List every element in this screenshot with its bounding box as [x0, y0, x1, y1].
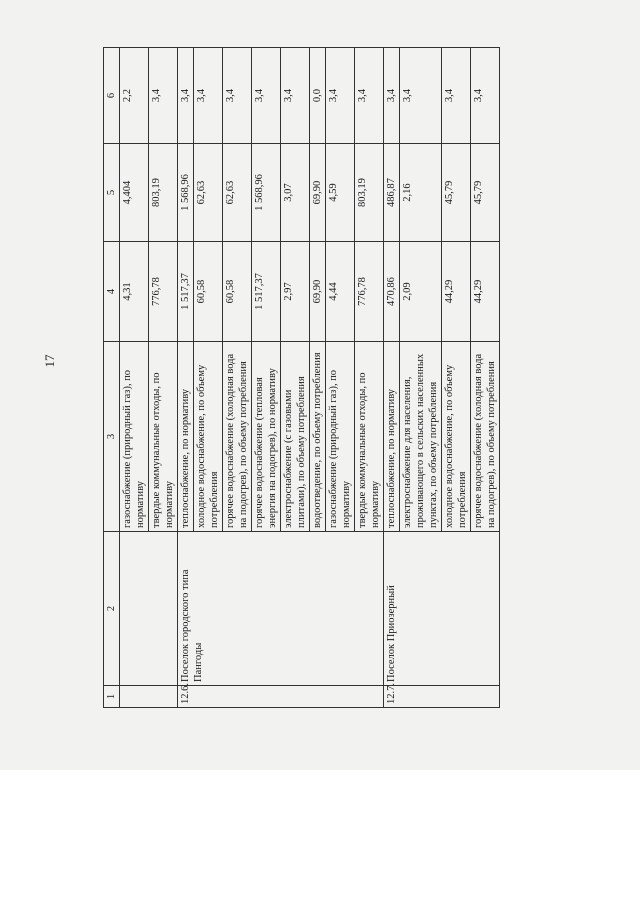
value-cell: 1 568,96 — [178, 144, 194, 242]
service-cell: твердые коммунальные отходы, по нормативу — [355, 342, 384, 532]
value-cell: 803,19 — [355, 144, 384, 242]
value-cell: 3,4 — [194, 48, 223, 144]
value-cell: 3,4 — [471, 48, 500, 144]
value-cell: 3,4 — [442, 48, 471, 144]
index-cell: 12.6. — [178, 686, 384, 708]
rotated-table-area — [103, 48, 551, 708]
value-cell: 44,29 — [442, 242, 471, 342]
value-cell: 2,2 — [120, 48, 149, 144]
service-cell: водоотведение, по объему потребления — [310, 342, 326, 532]
header-row — [104, 48, 120, 708]
index-cell — [120, 686, 178, 708]
service-cell: горячее водоснабжение (тепловая энергия на подогрев), по нормативу — [252, 342, 281, 532]
value-cell: 0,0 — [310, 48, 326, 144]
value-cell: 4,31 — [120, 242, 149, 342]
value-cell: 62,63 — [223, 144, 252, 242]
value-cell: 803,19 — [149, 144, 178, 242]
value-cell: 3,4 — [178, 48, 194, 144]
header-cell: 2 — [104, 532, 120, 686]
value-cell: 1 517,37 — [252, 242, 281, 342]
header-cell: 6 — [104, 48, 120, 144]
value-cell: 486,87 — [384, 144, 400, 242]
value-cell: 45,79 — [471, 144, 500, 242]
value-cell: 3,4 — [252, 48, 281, 144]
value-cell: 4,404 — [120, 144, 149, 242]
value-cell: 44,29 — [471, 242, 500, 342]
value-cell: 1 517,37 — [178, 242, 194, 342]
settlement-cell: Поселок городского типа Пангоды — [178, 532, 384, 686]
value-cell: 62,63 — [194, 144, 223, 242]
value-cell: 3,4 — [400, 48, 442, 144]
service-cell: горячее водоснабжение (холодная вода на подогрев), по объему потребления — [223, 342, 252, 532]
service-cell: электроснабжение (с газовыми плитами), по объему потребления — [281, 342, 310, 532]
value-cell: 4,59 — [326, 144, 355, 242]
value-cell: 45,79 — [442, 144, 471, 242]
service-cell: теплоснабжение, по нормативу — [384, 342, 400, 532]
service-cell: горячее водоснабжение (холодная вода на подогрев), по объему потребления — [471, 342, 500, 532]
page-margin — [0, 770, 640, 905]
table-row — [178, 48, 194, 708]
header-cell: 1 — [104, 686, 120, 708]
header-cell: 3 — [104, 342, 120, 532]
value-cell: 3,07 — [281, 144, 310, 242]
table-row — [384, 48, 400, 708]
service-cell: газоснабжение (природный газ), по нормативу — [326, 342, 355, 532]
service-cell: твердые коммунальные отходы, по нормативу — [149, 342, 178, 532]
service-cell: холодное водоснабжение, по объему потребления — [442, 342, 471, 532]
value-cell: 3,4 — [149, 48, 178, 144]
value-cell: 4,44 — [326, 242, 355, 342]
value-cell: 3,4 — [355, 48, 384, 144]
value-cell: 470,86 — [384, 242, 400, 342]
header-cell: 4 — [104, 242, 120, 342]
settlement-cell — [120, 532, 178, 686]
settlement-cell: Поселок Приозерный — [384, 532, 500, 686]
tariff-table — [103, 47, 500, 708]
value-cell: 2,09 — [400, 242, 442, 342]
value-cell: 3,4 — [384, 48, 400, 144]
value-cell: 3,4 — [281, 48, 310, 144]
service-cell: холодное водоснабжение, по объему потребления — [194, 342, 223, 532]
service-cell: теплоснабжение, по нормативу — [178, 342, 194, 532]
value-cell: 2,16 — [400, 144, 442, 242]
value-cell: 1 568,96 — [252, 144, 281, 242]
value-cell: 3,4 — [223, 48, 252, 144]
value-cell: 776,78 — [149, 242, 178, 342]
value-cell: 69,90 — [310, 242, 326, 342]
header-cell: 5 — [104, 144, 120, 242]
service-cell: электроснабжение для населения, проживающего в сельских населенных пунктах, по объему потребления — [400, 342, 442, 532]
page-number: 17 — [42, 354, 57, 368]
value-cell: 2,97 — [281, 242, 310, 342]
value-cell: 69,90 — [310, 144, 326, 242]
value-cell: 60,58 — [223, 242, 252, 342]
table-row — [120, 48, 149, 708]
value-cell: 776,78 — [355, 242, 384, 342]
value-cell: 3,4 — [326, 48, 355, 144]
service-cell: газоснабжение (природный газ), по нормативу — [120, 342, 149, 532]
value-cell: 60,58 — [194, 242, 223, 342]
index-cell: 12.7. — [384, 686, 500, 708]
